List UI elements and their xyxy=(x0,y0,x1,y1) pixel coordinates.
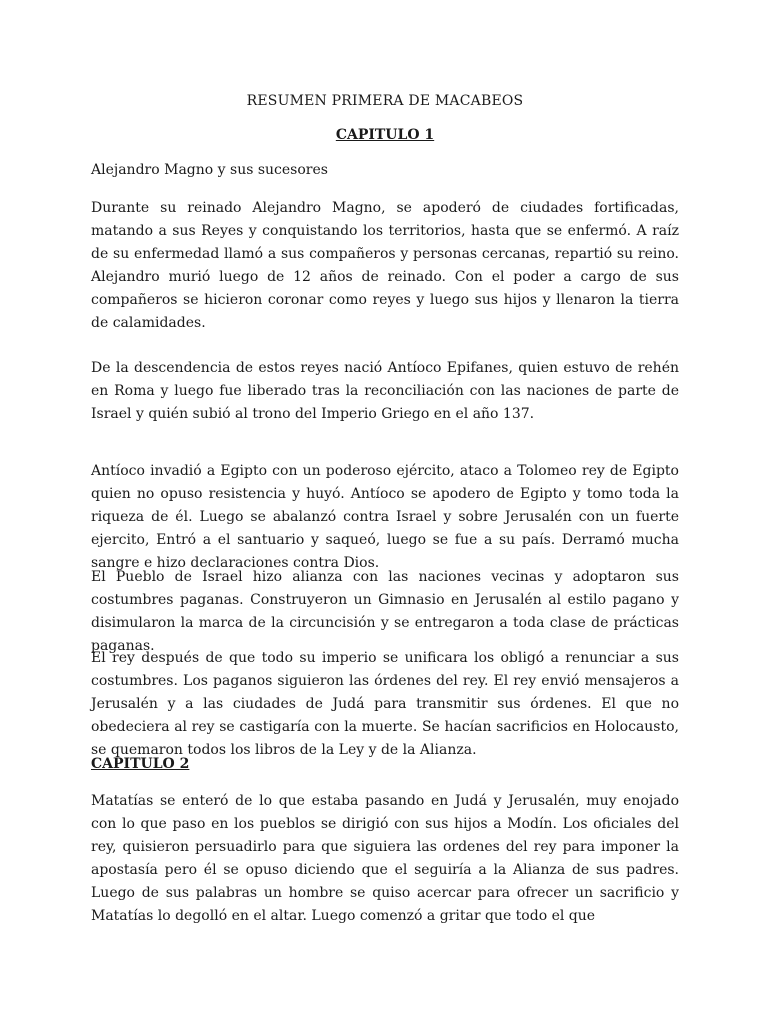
chapter-2-paragraph-1: Matatías se enteró de lo que estaba pasando en Judá y Jerusalén, muy enojado con lo que paso en los pueblos se dirigió con sus hijos a Modín. Los oficiales del rey, quisieron persuadirlo para que siguiera las ordenes del rey para imponer la apostasía pero él se opuso diciendo que el seguiría a la Alianza de sus padres. Luego de sus palabras un hombre se quiso acercar para ofrecer un sacrificio y Matatías lo degolló en el altar. Luego comenzó a gritar que todo el que xyxy=(91,793,679,924)
chapter-1-heading: CAPITULO 1 xyxy=(335,127,435,143)
chapter-1-paragraph-4: El Pueblo de Israel hizo alianza con las naciones vecinas y adoptaron sus costumbres paganas. Construyeron un Gimnasio en Jerusalén al estilo pagano y disimularon la marca de la circuncisión y se entregaron a toda clase de prácticas paganas. xyxy=(91,569,679,654)
chapter-2-heading: CAPITULO 2 xyxy=(91,756,190,772)
chapter-1-subtitle: Alejandro Magno y sus sucesores xyxy=(91,162,328,178)
chapter-1-paragraph-3: Antíoco invadió a Egipto con un poderoso ejército, ataco a Tolomeo rey de Egipto quien no opuso resistencia y huyó. Antíoco se apodero de Egipto y tomo toda la riqueza de él. Luego se abalanzó contra Israel y sobre Jerusalén con un fuerte ejercito, Entró a el santuario y saqueó, luego se fue a su país. Derramó mucha sangre e hizo declaraciones contra Dios. xyxy=(91,463,679,571)
chapter-1-paragraph-5: El rey después de que todo su imperio se unificara los obligó a renunciar a sus costumbres. Los paganos siguieron las órdenes del rey. El rey envió mensajeros a Jerusalén y a las ciudades de Judá para transmitir sus órdenes. El que no obedeciera al rey se castigaría con la muerte. Se hacían sacrificios en Holocausto, se quemaron todos los libros de la Ley y de la Alianza. xyxy=(91,650,679,758)
document-title: RESUMEN PRIMERA DE MACABEOS xyxy=(246,93,524,109)
chapter-1-paragraph-1: Durante su reinado Alejandro Magno, se apoderó de ciudades fortificadas, matando a sus Reyes y conquistando los territorios, hasta que se enfermó. A raíz de su enfermedad llamó a sus compañeros y personas cercanas, repartió su reino. Alejandro murió luego de 12 años de reinado. Con el poder a cargo de sus compañeros se hicieron coronar como reyes y luego sus hijos y llenaron la tierra de calamidades. xyxy=(91,200,679,331)
chapter-1-paragraph-2: De la descendencia de estos reyes nació Antíoco Epifanes, quien estuvo de rehén en Roma y luego fue liberado tras la reconciliación con las naciones de parte de Israel y quién subió al trono del Imperio Griego en el año 137. xyxy=(91,360,679,422)
